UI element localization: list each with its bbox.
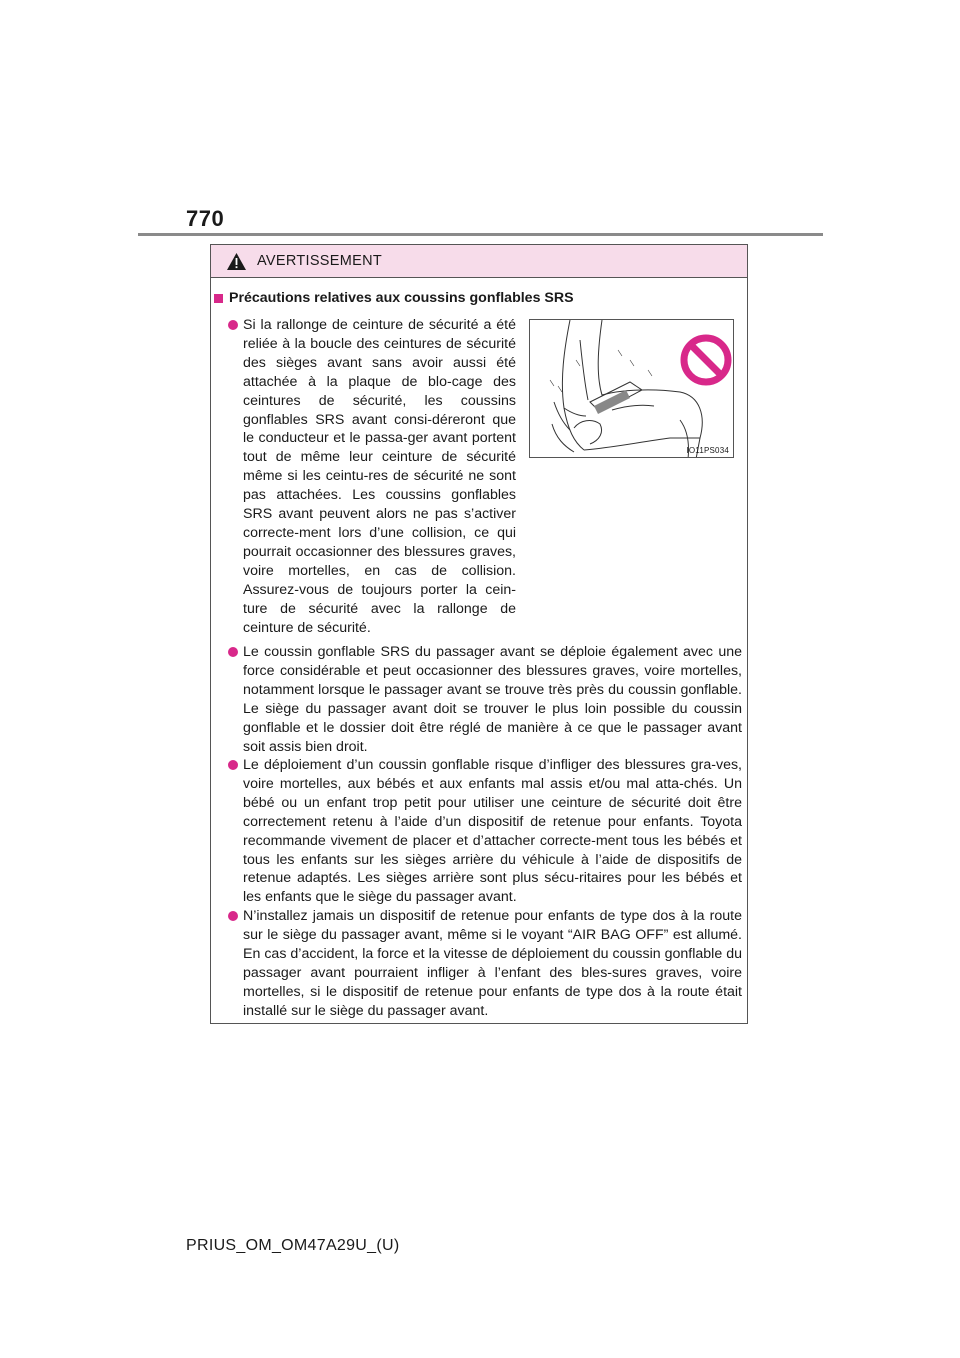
bullet-dot-icon <box>228 760 238 770</box>
page-number: 770 <box>186 206 225 231</box>
bullet-item <box>243 643 742 756</box>
warning-triangle-icon <box>226 252 247 271</box>
bullet-item <box>243 907 742 1020</box>
header-rule <box>138 233 823 236</box>
seatbelt-extender-illustration <box>529 319 734 458</box>
section-square-icon <box>214 294 223 303</box>
section-heading <box>214 290 574 306</box>
bullet-dot-icon <box>228 647 238 657</box>
footer-document-code: PRIUS_OM_OM47A29U_(U) <box>186 1237 400 1254</box>
bullet-item <box>243 756 742 907</box>
illustration-code: IO11PS034 <box>686 446 729 455</box>
bullet-text: Le déploiement d’un coussin gonflable risque d’infliger des blessures gra-ves, voire mortelles, aux bébés et aux enfants mal assis et/ou mal atta-chés. Un bébé ou un enfant trop petit pour utiliser une ceinture de sécurité doit être correctement retenu à l’aide d’un dispositif de retenue pour enfants. Toyota recommande vivement de placer et d’attacher correcte-ment tous les bébés et tous les enfants sur les sièges arrière du véhicule à l’aide de dispositifs de retenue adaptés. Les sièges arrière sont plus sécu-ritaires pour les bébés et les enfants que le siège du passager avant. <box>243 757 742 906</box>
bullet-dot-icon <box>228 911 238 921</box>
bullet-text: Si la rallonge de ceinture de sécurité a été reliée à la boucle des ceintures de sécurité des sièges avant sans avoir aussi été attachée à la plaque de blo-cage des ceintures de sécurité, les coussins gonflables SRS avant consi-déreront que le conducteur et le passa-ger avant portent tout de même leur ceinture de sécurité même si les ceintu-res de sécurité ne sont pas attachées. Les coussins gonflables SRS avant peuvent alors ne pas s’activer correcte-ment lors d’une collision, ce qui pourrait occasionner des blessures graves, voire mortelles, en cas de collision. Assurez-vous de toujours porter la cein-ture de sécurité avec la rallonge de ceinture de sécurité. <box>243 317 516 636</box>
warning-header <box>211 245 747 278</box>
seatbelt-drawing <box>530 320 734 458</box>
warning-title: AVERTISSEMENT <box>257 253 383 269</box>
bullet-dot-icon <box>228 320 238 330</box>
warning-box <box>210 244 748 1024</box>
bullet-text: N’installez jamais un dispositif de retenue pour enfants de type dos à la route sur le siège du passager avant, même si le voyant “AIR BAG OFF” est allumé. En cas d’accident, la force et la vitesse de déploiement du coussin gonflable du passager avant pourraient infliger à l’enfant des bles-sures graves, voire mortelles, si le dispositif de retenue pour enfants de type dos à la route était installé sur le siège du passager avant. <box>243 908 742 1019</box>
bullet-text: Le coussin gonflable SRS du passager avant se déploie également avec une force considérable et peut occasionner des blessures graves, voire mortelles, notamment lorsque le passager avant se trouve très près du coussin gonflable. Le siège du passager avant doit se trouver le plus loin possible du coussin gonflable et le dossier doit être réglé de manière à ce que le passager avant soit assis bien droit. <box>243 644 742 755</box>
section-heading-text: Précautions relatives aux coussins gonflables SRS <box>229 290 574 306</box>
bullet-item <box>243 316 516 637</box>
